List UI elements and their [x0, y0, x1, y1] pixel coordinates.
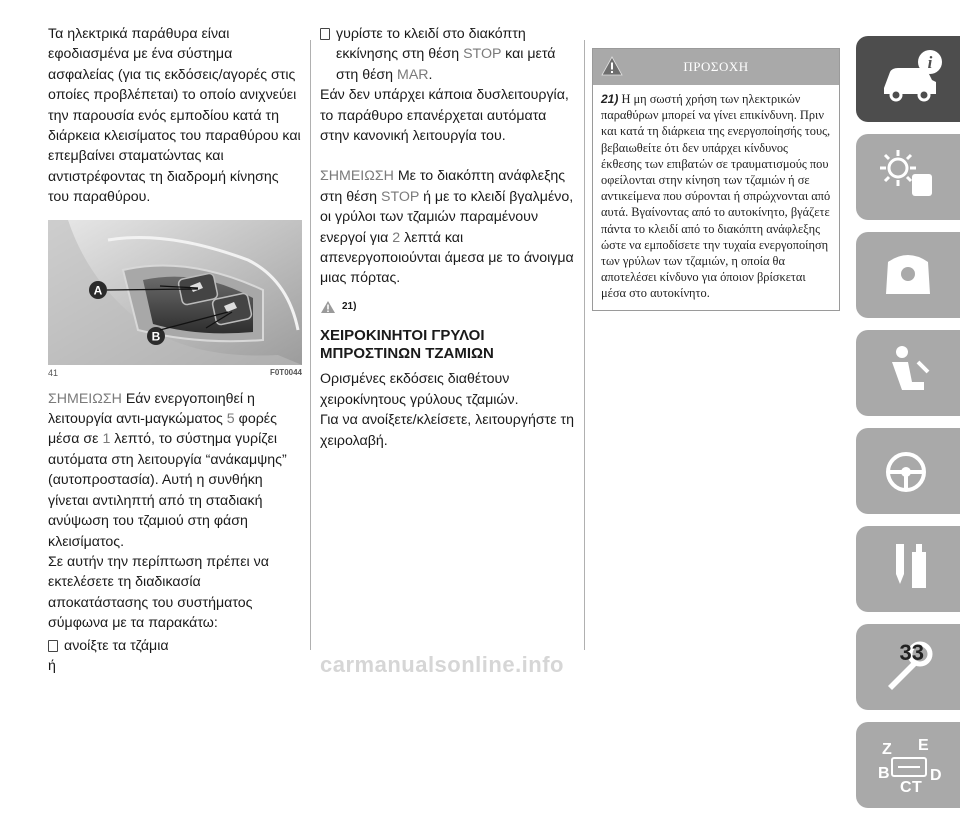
malfunction-paragraph: Εάν δεν υπάρχει κάποια δυσλειτουργία, το παράθυρο επανέρχεται αυτόματα στην κανονική λειτουργία του.: [320, 87, 569, 145]
index-letter-b: B: [878, 765, 890, 782]
callout-b: B: [151, 329, 161, 344]
tab-steering[interactable]: [856, 428, 960, 514]
bullet-open-windows: ανοίξτε τα τζάμια: [48, 636, 302, 656]
caution-number: 21): [601, 92, 619, 106]
column-3: [592, 48, 840, 311]
tab-lights[interactable]: [856, 134, 960, 220]
warning-lights-icon: [878, 244, 938, 304]
tab-car-info[interactable]: [856, 36, 960, 122]
figure-window-switches: [48, 220, 302, 365]
window-switch-illustration: [48, 220, 302, 365]
checkbox-bullet-icon: [48, 640, 58, 652]
emergency-icon: [878, 538, 938, 598]
index-letter-t: T: [912, 779, 922, 796]
intro-paragraph: Τα ηλεκτρικά παράθυρα είναι εφοδιασμένα με ένα σύστημα ασφαλείας (για τις εκδόσεις/αγορές στις οποίες προβλέπεται) το οποίο ανιχνεύει την παρουσία ενός εμποδίου κατά τη διάρκεια κλεισίματος του παραθύρου και επεμβαίνει σταματώντας και αντιστρέφοντας τη διαδρομή κίνησης του παραθύρου.: [48, 26, 301, 206]
warning-triangle-icon: [601, 56, 623, 76]
caution-text: Η μη σωστή χρήση των ηλεκτρικών παραθύρων μπορεί να γίνει επικίνδυνη. Πριν και κατά τη διάρκεια της ενεργοποίησής τους, βεβαιωθείτε ότι δεν υπάρχει κίνδυνος έκθεσης των επιβατών σε τραυματισμούς που οφείλονται στην κίνηση των τζαμιών ή σε αντικείμενα που σύρονται ή σπρώχνονται από αυτά. Βγαίνοντας από το αυτοκίνητο, βγάζετε πάντα το κλειδί από το διακόπτη ανάφλεξης ώστε να εμποδίσετε την τυχαία ενεργοποίηση των γρύλων των τζαμιών, η οποία θα αποτελέσει κίνδυνο για όποιον βρίσκεται μέσα στο αυτοκίνητο.: [601, 92, 831, 301]
note-label: ΣΗΜΕΙΩΣΗ: [320, 168, 394, 185]
index-letter-c: C: [900, 779, 912, 796]
car-info-icon: [878, 48, 944, 108]
warning-reference: 21): [320, 297, 576, 317]
note-label: ΣΗΜΕΙΩΣΗ: [48, 390, 122, 407]
index-letter-d: D: [930, 767, 942, 784]
svg-text:i: i: [927, 53, 933, 72]
procedure-paragraph: Σε αυτήν την περίπτωση πρέπει να εκτελέσετε τη διαδικασία αποκατάστασης του συστήματος σύμφωνα με τα παρακάτω:: [48, 553, 269, 632]
tab-maintenance[interactable]: [856, 624, 960, 710]
column-divider: [310, 40, 311, 650]
seat-safety-icon: [878, 342, 938, 402]
column-1: [48, 24, 302, 676]
caution-title: ΠΡΟΣΟΧΗ: [683, 58, 749, 74]
bullet-turn-key: γυρίστε το κλειδί στο διακόπτη εκκίνησης στη θέση STOP και μετά στη θέση MAR.: [320, 24, 576, 85]
steering-icon: [878, 440, 938, 500]
note-paragraph: ΣΗΜΕΙΩΣΗ Εάν ενεργοποιηθεί η λειτουργία αντι-μαγκώματος 5 φορές μέσα σε 1 λεπτό, το σύστημα γυρίζει αυτόματα στη λειτουργία “ανάκαμψης” (αυτοπροστασία). Αυτή η συνθήκη γίνεται αντιληπτή από τη σταδιακή ανύψωση του τζαμιού στη φάση κλεισίματος.: [48, 390, 287, 550]
manual-paragraph: Ορισμένες εκδόσεις διαθέτουν χειροκίνητους γρύλους τζαμιών.: [320, 371, 519, 408]
tab-index[interactable]: [856, 722, 960, 808]
caution-header: [593, 49, 839, 85]
caution-box: [592, 48, 840, 311]
column-2: [320, 24, 576, 451]
section-heading: ΧΕΙΡΟΚΙΝΗΤΟΙ ΓΡΥΛΟΙ ΜΠΡΟΣΤΙΝΩΝ ΤΖΑΜΙΩΝ: [320, 327, 494, 363]
checkbox-bullet-icon: [320, 28, 330, 40]
lights-icon: [878, 146, 938, 206]
manual-operation-paragraph: Για να ανοίξετε/κλείσετε, λειτουργήστε τη χειρολαβή.: [320, 412, 574, 449]
page-number: 33: [899, 640, 924, 665]
tab-seat-safety[interactable]: [856, 330, 960, 416]
index-icon: [878, 734, 948, 804]
index-letter-z: Z: [882, 741, 892, 758]
note2-paragraph: ΣΗΜΕΙΩΣΗ Με το διακόπτη ανάφλεξης στη θέση STOP ή με το κλειδί βγαλμένο, οι γρύλοι των τζαμιών παραμένουν ενεργοί για 2 λεπτά και απενεργοποιούνται άμεσα με το άνοιγμα μιας πόρτας.: [320, 168, 574, 287]
tab-emergency[interactable]: [856, 526, 960, 612]
chapter-sidebar: [856, 36, 960, 820]
figure-number: 41: [48, 367, 59, 378]
warning-triangle-icon: [320, 300, 336, 314]
figure-code: F0T0044: [269, 367, 302, 377]
figure-caption: [48, 367, 302, 379]
tab-warning-lights[interactable]: [856, 232, 960, 318]
index-letter-e: E: [918, 737, 929, 754]
caution-body: [593, 85, 839, 310]
column-divider: [584, 40, 585, 650]
or-text: ή: [48, 657, 56, 674]
watermark: carmanualsonline.info: [320, 652, 564, 677]
callout-a: A: [93, 283, 103, 298]
